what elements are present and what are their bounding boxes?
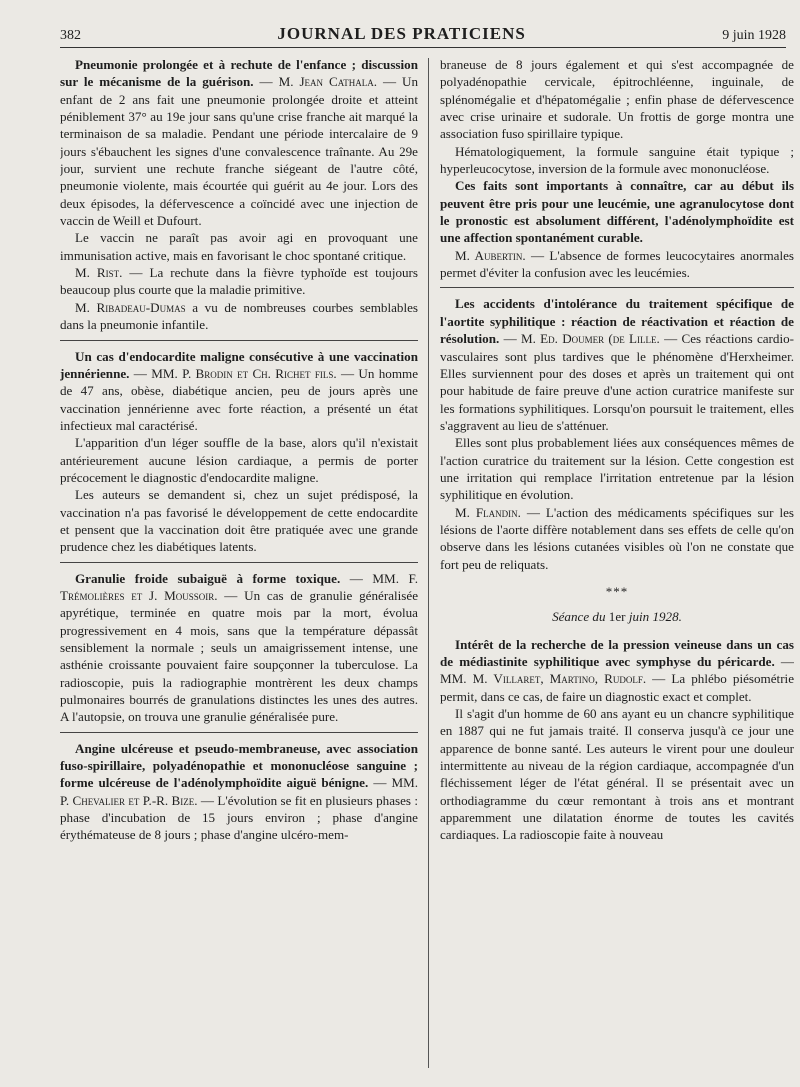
right-column (440, 56, 794, 1076)
article-pression-veineuse (440, 636, 794, 844)
article-paragraph: Il s'agit d'un homme de 60 ans ayant eu un chancre syphilitique en 1887 qui ne fut jamais traité. Il conserva jusqu'à ce jour une apparence de bonne santé. Les auteurs le virent pour une douleur intermittente au niveau de la région cardiaque, accompagnée d'un fléchissement léger de l'état général. Il se présentait avec un orthodiagramme du cœur remontant à trois ans et montrant apparemment une dilatation énorme de toutes les cavités cardiaques. La radioscopie faite à nouveau (440, 706, 794, 843)
article-heading: Intérêt de la recherche de la pression veineuse dans un cas de médiastinite syphilitique avec symphyse du péricarde. (440, 636, 794, 669)
article-paragraph: Elles sont plus probablement liées aux conséquences mêmes de l'action curatrice du traitement sur la lésion. Cette congestion est une irritation qui remplace l'irritation entretenue par la lésion syphilitique en évolution. (440, 435, 794, 503)
article-aortite (440, 287, 794, 573)
page-number: 382 (60, 28, 81, 43)
article-paragraph: Intérêt de la recherche de la pression veineuse dans un cas de médiastinite syphilitique avec symphyse du péricarde. — MM. M. Villaret, Martino, Rudolf. — La phlébo piésométrie permit, dans ce cas, de faire un diagnostic exact et complet. (440, 636, 794, 704)
article-author: M. Jean Cathala. (278, 74, 377, 90)
section-asterism: *** (605, 583, 629, 599)
article-text: Un homme de 47 ans, obèse, diabétique ancien, peu de jours après une vaccination jennérienne avec forte réaction, a présenté un état infectieux mal caractérisé. (60, 365, 418, 433)
article-paragraph: braneuse de 8 jours également et qui s'est accompagnée de polyadénopathie cervicale, épitrochléenne, inguinale, de splénomégalie et d'hépatomégalie ; enfin phase de défervescence avec crise urinaire et sudorale. Un frottis de gorge montra une association fuso spirillaire typique. (440, 57, 794, 142)
article-paragraph: Un cas d'endocardite maligne consécutive à une vaccination jennérienne. — MM. P. Brodin et Ch. Richet fils. — Un homme de 47 ans, obèse, diabétique ancien, peu de jours après une vaccination jennérienne avec forte réaction, a présenté un état infectieux mal caractérisé. (60, 348, 418, 433)
article-paragraph: M. Flandin. — L'action des médicaments spécifiques sur les lésions de l'aorte diffère notablement dans ses effets de celle qu'on observe dans les lésions cutanées visibles où l'on ne constate que fort peu de reliquats. (440, 504, 794, 572)
article-heading: Un cas d'endocardite maligne consécutive à une vaccination jennérienne. (60, 348, 418, 381)
discussant-name: M. Rist. (75, 265, 123, 281)
article-author: MM. P. Brodin et Ch. Richet fils. (151, 365, 337, 381)
article-author: MM. M. Villaret, Martino, Rudolf. (440, 671, 647, 687)
article-paragraph: M. Ribadeau-Dumas a vu de nombreuses courbes semblables dans la pneumonie infantile. (60, 299, 418, 333)
discussant-name: M. Aubertin. (455, 247, 526, 263)
left-column (60, 56, 418, 1076)
article-heading: Granulie froide subaiguë à forme toxique. (75, 570, 341, 586)
article-text: L'évolution se fit en plusieurs phases : phase d'incubation de 15 jours environ ; phase d'angine érythémateuse de 8 jours ; phase d'angine ulcéro-mem- (60, 792, 418, 843)
article-heading: Pneumonie prolongée et à rechute de l'enfance ; discussion sur le mécanisme de la guérison. (60, 57, 418, 90)
issue-date: 9 juin 1928 (722, 28, 786, 43)
article-paragraph: Granulie froide subaiguë à forme toxique. — MM. F. Trémolières et J. Moussoir. — Un cas de granulie généralisée apyrétique, terminée en quatre mois par la mort, évolua progressivement en 4 mois, sans que la température dépassât sensiblement la normale ; seuls un amaigrissement intense, une asthénie croissante pouvaient faire soupçonner la tuberculose. La radioscopie, puis la radiographie montrèrent les deux champs pulmonaires bourrés de granulations distinctes les unes des autres. A l'autopsie, on trouva une granulie généralisée pure. (60, 570, 418, 725)
session-date: Séance du 1er juin 1928. (552, 609, 682, 625)
article-text: La phlébo piésométrie permit, dans ce cas, de faire un diagnostic exact et complet. (440, 671, 794, 704)
article-paragraph: L'apparition d'un léger souffle de la base, alors qu'il n'existait antérieurement aucune lésion cardiaque, a permis de porter précocement le diagnostic d'endocardite maligne. (60, 435, 418, 485)
article-author: MM. P. Chevalier et P.-R. Bize. (60, 775, 418, 808)
article-heading: Les accidents d'intolérance du traitement spécifique de l'aortite syphilitique : réaction de réactivation et réaction de résolution. (440, 296, 794, 347)
article-text: Ces réactions cardio-vasculaires sont plus tardives que le phénomène d'Herxheimer. Elles surviennent pour des doses et après un traitement qui ont pour habitude de faire preuve d'une action curatrice manifeste sur les formations syphilitiques. Lorsqu'on poursuit le traitement, elles s'aggravent au lieu de s'atténuer. (440, 331, 794, 433)
discussant-name: M. Ribadeau-Dumas (75, 299, 186, 315)
article-paragraph: Pneumonie prolongée et à rechute de l'enfance ; discussion sur le mécanisme de la guérison. — M. Jean Cathala. — Un enfant de 2 ans fait une pneumonie prolongée droite et atteint péniblement 37° au 19e jour sans qu'une crise franche ait marqué la terminaison de sa maladie. Pendant une période intercalaire de 9 jours s'ébauchent les signes d'une convalescence traînante. Au 29e jour, survient une rechute franche siégeant de l'autre côté, pneumonie violente, mais écourtée qui guérit au 4e jour. Lors des deux épisodes, la défervescence a coïncidé avec une injection de vaccin de Weill et Dufourt. (60, 57, 418, 229)
article-paragraph: Les accidents d'intolérance du traitement spécifique de l'aortite syphilitique : réaction de réactivation et réaction de résolution. — M. Ed. Doumer (de Lille. — Ces réactions cardio-vasculaires sont plus tardives que le phénomène d'Herxheimer. Elles surviennent pour des doses et après un traitement qui ont pour habitude de faire preuve d'une action curatrice manifeste sur les formations syphilitiques. Lorsqu'on poursuit le traitement, elles s'aggravent au lieu de s'atténuer. (440, 296, 794, 433)
article-paragraph: Angine ulcéreuse et pseudo-membraneuse, avec association fuso-spirillaire, polyadénopathie et mononucléose sanguine ; forme ulcéreuse de l'adénolymphoïdite aiguë bénigne. — MM. P. Chevalier et P.-R. Bize. — L'évolution se fit en plusieurs phases : phase d'incubation de 15 jours environ ; phase d'angine érythémateuse de 8 jours ; phase d'angine ulcéro-mem- (60, 740, 418, 843)
article-author: M. Ed. Doumer (de Lille. (520, 331, 660, 347)
page-header (60, 20, 786, 48)
article-text: Un enfant de 2 ans fait une pneumonie prolongée droite et atteint péniblement 37° au 19e jour sans qu'une crise franche ait marqué la terminaison de sa maladie. Pendant une période intercalaire de 9 jours s'ébauchent les signes d'une convalescence traînante. Au 29e jour, survient une rechute franche siégeant de l'autre côté, pneumonie violente, mais écourtée qui guérit au 4e jour. Lors des deux épisodes, la défervescence a coïncidé avec une injection de vaccin de Weill et Dufourt. (60, 74, 418, 229)
column-divider (428, 58, 429, 1068)
article-heading: Angine ulcéreuse et pseudo-membraneuse, avec association fuso-spirillaire, polyadénopathie et mononucléose sanguine ; forme ulcéreuse de l'adénolymphoïdite aiguë bénigne. (60, 740, 418, 791)
article-pneumonie (60, 56, 418, 334)
article-paragraph: Ces faits sont importants à connaître, car au début ils peuvent être pris pour une leucémie, une agranulocytose dont le pronostic est absolument différent, l'adénolymphoïdite est une affection spontanément curable. (440, 178, 794, 246)
article-paragraph: M. Rist. — La rechute dans la fièvre typhoïde est toujours beaucoup plus courte que la maladie primitive. (60, 265, 418, 298)
article-angine (60, 732, 418, 844)
article-paragraph: Les auteurs se demandent si, chez un sujet prédisposé, la vaccination n'a pas favorisé le développement de cette endocardite et pensent que la vaccination doit être pratiquée avec une grande prudence chez les diabétiques latents. (60, 487, 418, 555)
article-paragraph: Hématologiquement, la formule sanguine était typique ; hyperleucocytose, inversion de la formule avec mononucléose. (440, 143, 794, 177)
article-endocardite (60, 340, 418, 556)
discussant-name: M. Flandin. (455, 504, 521, 520)
article-angine-continued (440, 56, 794, 281)
article-paragraph: M. Aubertin. — L'absence de formes leucocytaires anormales permet d'éviter la confusion avec les leucémies. (440, 247, 794, 281)
article-author: MM. F. Trémolières et J. Moussoir. (60, 570, 418, 603)
article-granulie (60, 562, 418, 726)
article-text: Un cas de granulie généralisée apyrétique, terminée en quatre mois par la mort, évolua progressivement en 4 mois, sans que la température dépassât sensiblement la normale ; seuls un amaigrissement intense, une asthénie croissante pouvaient faire soupçonner la tuberculose. La radioscopie, puis la radiographie montrèrent les deux champs pulmonaires bourrés de granulations distinctes les unes des autres. A l'autopsie, on trouva une granulie généralisée pure. (60, 587, 418, 725)
article-paragraph: Le vaccin ne paraît pas avoir agi en provoquant une immunisation active, mais en favorisant le choc spontané critique. (60, 230, 418, 263)
journal-title: JOURNAL DES PRATICIENS (277, 24, 526, 43)
